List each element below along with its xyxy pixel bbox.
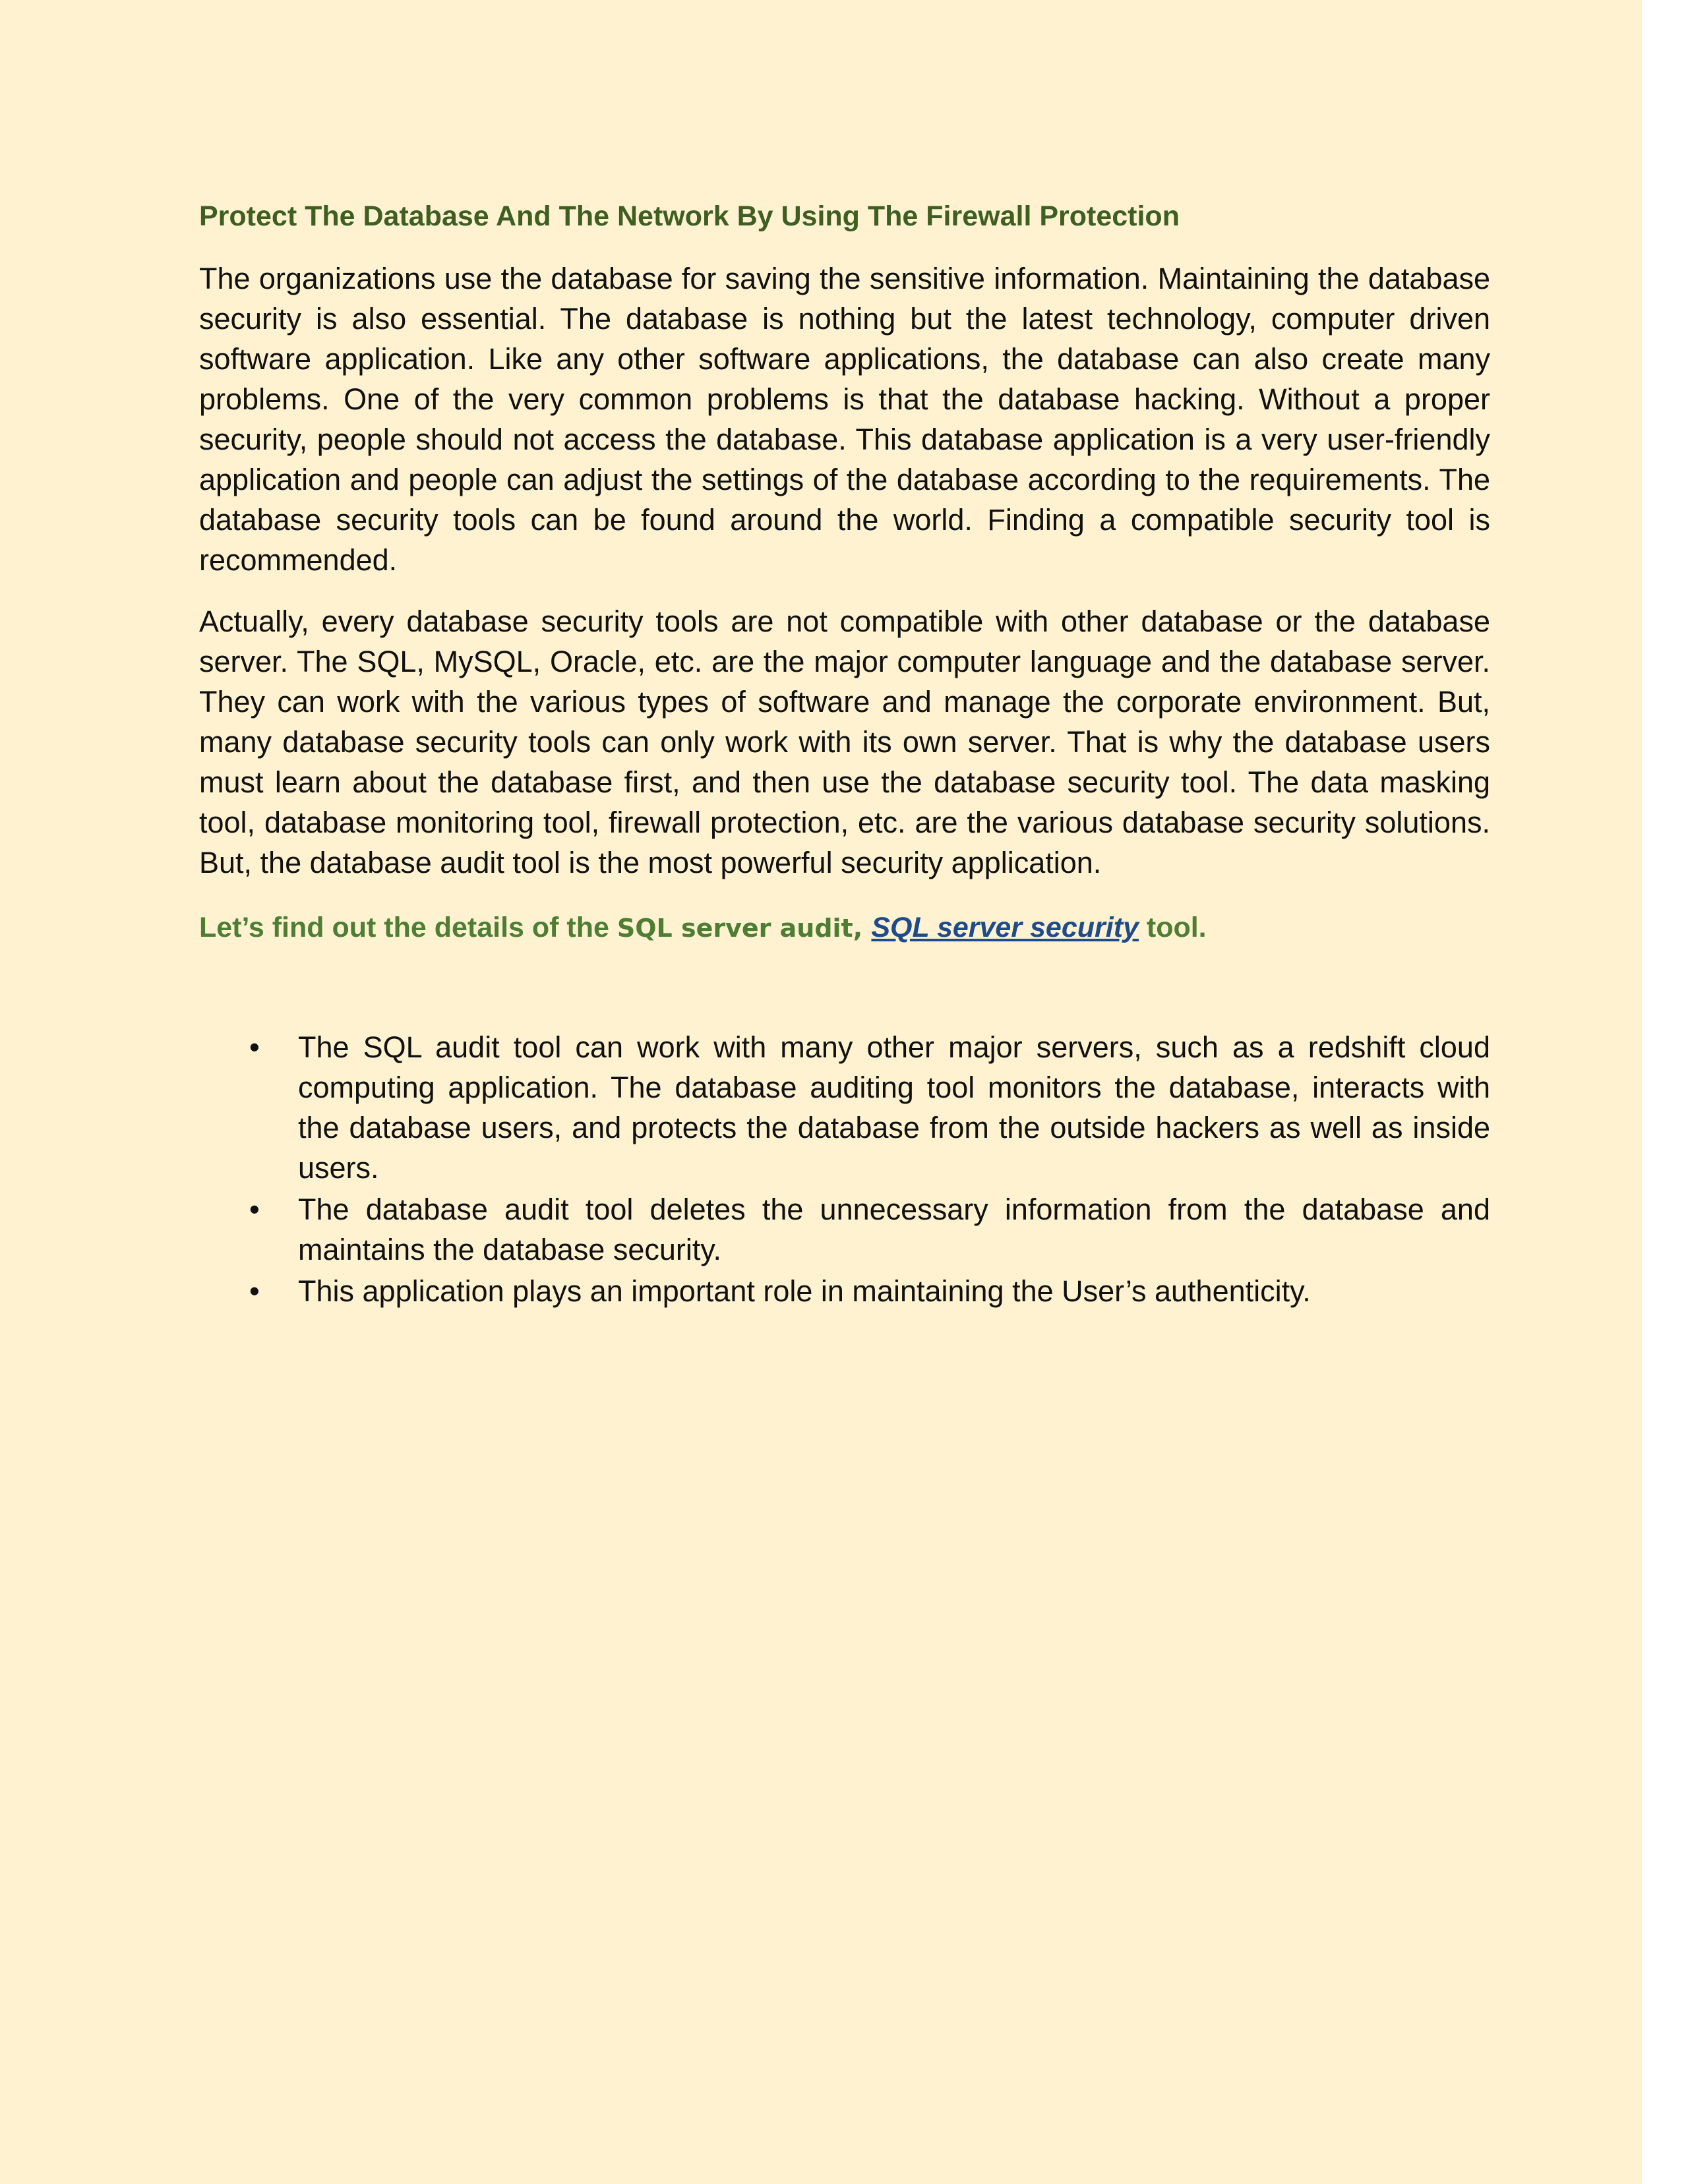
- bullet-icon: •: [249, 1193, 260, 1226]
- list-item-text: This application plays an important role in maintaining the User’s authenticity.: [298, 1274, 1311, 1308]
- bullet-list: [199, 1027, 1490, 1311]
- subheading-prefix: Let’s find out the details of the: [199, 912, 617, 943]
- list-item: [199, 1189, 1490, 1270]
- list-item-text: The database audit tool deletes the unnecessary information from the database and maintains the database security.: [298, 1193, 1490, 1266]
- sql-server-security-link[interactable]: SQL server security: [871, 912, 1139, 943]
- list-item: [199, 1027, 1490, 1188]
- subheading-suffix: tool.: [1138, 912, 1207, 943]
- bullet-icon: •: [249, 1030, 260, 1064]
- list-item-text: The SQL audit tool can work with many other major servers, such as a redshift cloud computing application. The database auditing tool monitors the database, interacts with the database users, and protects the database from the outside hackers as well as inside users.: [298, 1030, 1490, 1185]
- page-title: Protect The Database And The Network By Using The Firewall Protection: [199, 200, 1180, 232]
- subheading-audit-text: SQL server audit,: [617, 914, 872, 943]
- paragraph-1: The organizations use the database for saving the sensitive information. Maintaining the database security is also essential. The database is nothing but the latest technology, computer driven software application. Like any other software applications, the database can also create many problems. One of the very common problems is that the database hacking. Without a proper security, people should not access the database. This database application is a very user-friendly application and people can adjust the settings of the database according to the requirements. The database security tools can be found around the world. Finding a compatible security tool is recommended.: [199, 262, 1490, 577]
- bullet-icon: •: [249, 1274, 260, 1308]
- section-subheading: [199, 904, 1490, 952]
- list-item: [199, 1271, 1490, 1311]
- paragraph-2: Actually, every database security tools are not compatible with other database or the database server. The SQL, MySQL, Oracle, etc. are the major computer language and the database server. They can work with the various types of software and manage the corporate environment. But, many database security tools can only work with its own server. That is why the database users must learn about the database first, and then use the database security tool. The data masking tool, database monitoring tool, firewall protection, etc. are the various database security solutions. But, the database audit tool is the most powerful security application.: [199, 605, 1490, 879]
- document-body: [199, 192, 1490, 1313]
